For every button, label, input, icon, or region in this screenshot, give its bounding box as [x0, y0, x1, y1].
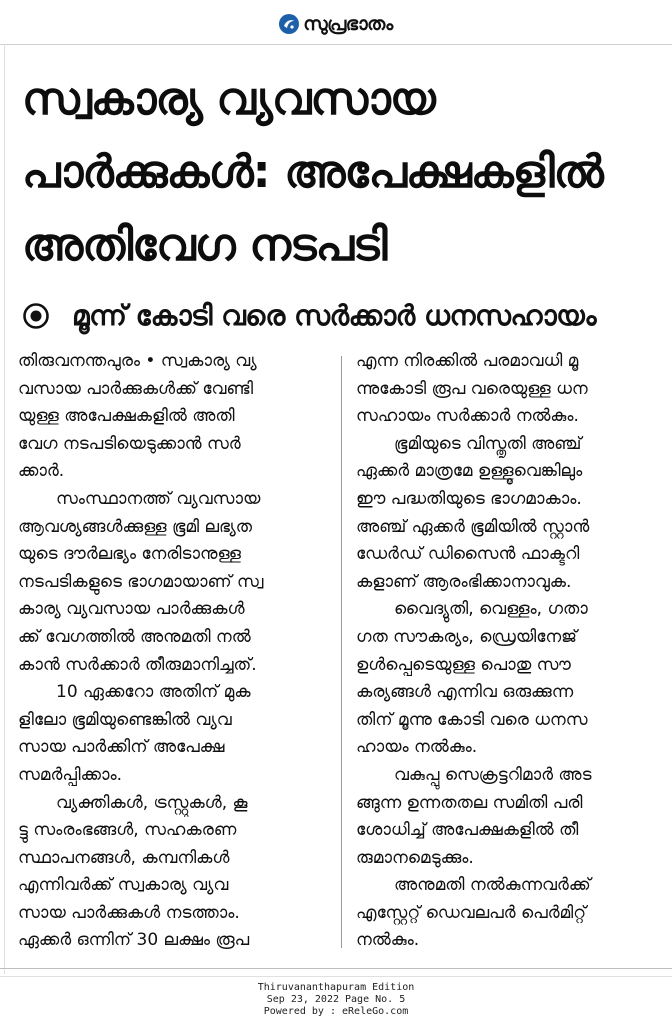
text-line: തിന് മൂന്നു കോടി വരെ ധനസ [356, 709, 588, 730]
masthead [0, 10, 672, 38]
text-line: യുള്ള അപേക്ഷകളിൽ അതി [18, 406, 235, 427]
text-line: ഗത സൗകര്യം, ഡ്രെയിനേജ് [356, 626, 577, 647]
text-line: വകുപ്പു സെക്രട്ടറിമാർ അട [394, 764, 592, 785]
date-page-label: Sep 23, 2022 Page No. 5 [266, 994, 406, 1005]
text-line: കളാണ് ആരംഭിക്കാനാവുക. [356, 571, 572, 592]
text-line: എന്നിവർക്ക് സ്വകാര്യ വ്യവ [18, 875, 229, 896]
target-bullet-icon [22, 302, 50, 330]
paragraph [356, 596, 666, 762]
text-line: ക്ക് വേഗത്തിൽ അനുമതി നൽ [18, 626, 251, 647]
text-line: അഞ്ച് ഏക്കർ ഭൂമിയിൽ സ്റ്റാൻ [356, 516, 590, 537]
text-line: വസായ പാർക്കുകൾക്ക് വേണ്ടി [18, 378, 254, 399]
article-column-right [356, 348, 666, 955]
text-line: വേഗ നടപടിയെടുക്കാൻ സർ [18, 433, 241, 454]
bottom-divider [0, 968, 672, 969]
text-line: ഹായം നൽകും. [356, 737, 478, 758]
text-line: 10 ഏക്കറോ അതിന് മുക [56, 682, 251, 703]
paragraph [356, 762, 666, 872]
text-line: ഏക്കർ മാത്രമേ ഉള്ളൂവെങ്കിലും [356, 461, 583, 482]
text-line: സ്ഥാപനങ്ങൾ, കമ്പനികൾ [18, 847, 230, 868]
text-line: ക്കാർ. [18, 461, 65, 482]
text-line: ട്ടു സംരംഭങ്ങൾ, സഹകരണ [18, 820, 237, 841]
text-line: സായ പാർക്കുകൾ നടത്താം. [18, 902, 240, 923]
footer [0, 982, 672, 1018]
paragraph [18, 348, 328, 486]
text-line: ങ്ങുന്ന ഉന്നതതല സമിതി പരി [356, 792, 583, 813]
paragraph [18, 790, 328, 956]
text-line: ഡേർഡ് ഡിസൈൻ ഫാക്ടറി [356, 544, 580, 565]
text-line: ന്നുകോടി രൂപ വരെയുള്ള ധന [356, 378, 588, 399]
text-line: വൈദ്യുതി, വെള്ളം, ഗതാ [394, 599, 588, 620]
text-line: രുമാനമെടുക്കും. [356, 847, 474, 868]
column-divider [341, 356, 342, 948]
article-column-left [18, 348, 328, 955]
text-line: ശോധിച്ച് അപേക്ഷകളിൽ തീ [356, 820, 579, 841]
text-line: കാൻ സർക്കാർ തീരുമാനിച്ചത്. [18, 654, 257, 675]
text-line: ഉൾപ്പെടെയുള്ള പൊതു സൗ [356, 654, 571, 675]
text-line: ഭൂമിയുടെ വിസ്തൃതി അഞ്ച് [394, 433, 582, 454]
paragraph [356, 872, 666, 955]
text-line: ആവശ്യങ്ങൾക്കുള്ള ഭൂമി ലഭ്യത [18, 516, 252, 537]
text-line: കാര്യ വ്യവസായ പാർക്കുകൾ [18, 599, 245, 620]
left-margin-rule [4, 44, 5, 974]
text-line: സഹായം സർക്കാർ നൽകും. [356, 406, 579, 427]
text-line: എസ്റ്റേറ്റ് ഡെവലപർ പെർമിറ്റ് [356, 902, 587, 923]
text-line: യുടെ ദൗർലഭ്യം നേരിടാനുള്ള [18, 544, 241, 565]
masthead-title: സുപ്രഭാതം [303, 13, 393, 35]
headline [22, 62, 662, 281]
bottom-divider-secondary [0, 976, 672, 977]
paragraph [356, 348, 666, 431]
paragraph [356, 431, 666, 597]
edition-label: Thiruvananthapuram Edition [257, 982, 415, 993]
text-line: നടപടികളുടെ ഭാഗമായാണ് സ്വ [18, 571, 264, 592]
logo-icon [279, 14, 299, 34]
subheadline-row [22, 290, 662, 342]
headline-line: പാർക്കുകൾ: അപേക്ഷകളിൽ [22, 145, 603, 198]
subheadline: മൂന്ന് കോടി വരെ സർക്കാർ ധനസഹായം [72, 299, 597, 332]
top-divider [0, 44, 672, 45]
text-line: തിരുവനന്തപുരം • സ്വകാര്യ വ്യ [18, 351, 257, 371]
text-line: സായ പാർക്കിന് അപേക്ഷ [18, 737, 225, 758]
paragraph [18, 679, 328, 789]
text-line: ളിലോ ഭൂമിയുണ്ടെങ്കിൽ വ്യവ [18, 709, 232, 730]
headline-line: സ്വകാര്യ വ്യവസായ [22, 72, 435, 125]
text-line: അനുമതി നൽകുന്നവർക്ക് [394, 875, 591, 896]
text-line: ഈ പദ്ധതിയുടെ ഭാഗമാകാം. [356, 488, 582, 509]
text-line: ഏക്കർ ഒന്നിന് 30 ലക്ഷം രൂപ [18, 930, 250, 951]
text-line: സമർപ്പിക്കാം. [18, 764, 123, 785]
text-line: നൽകും. [356, 930, 420, 951]
headline-line: അതിവേഗ നടപടി [22, 218, 387, 271]
text-line: സംസ്ഥാനത്ത് വ്യവസായ [56, 488, 261, 509]
text-line: വ്യക്തികൾ, ട്രസ്റ്റുകൾ, കൂ [56, 792, 248, 813]
paragraph [18, 486, 328, 679]
text-line: കര്യങ്ങൾ എന്നിവ ഒരുക്കുന്ന [356, 682, 574, 703]
powered-by-label: Powered by : eReleGo.com [263, 1006, 409, 1017]
text-line: എന്ന നിരക്കിൽ പരമാവധി മൂ [356, 351, 579, 371]
